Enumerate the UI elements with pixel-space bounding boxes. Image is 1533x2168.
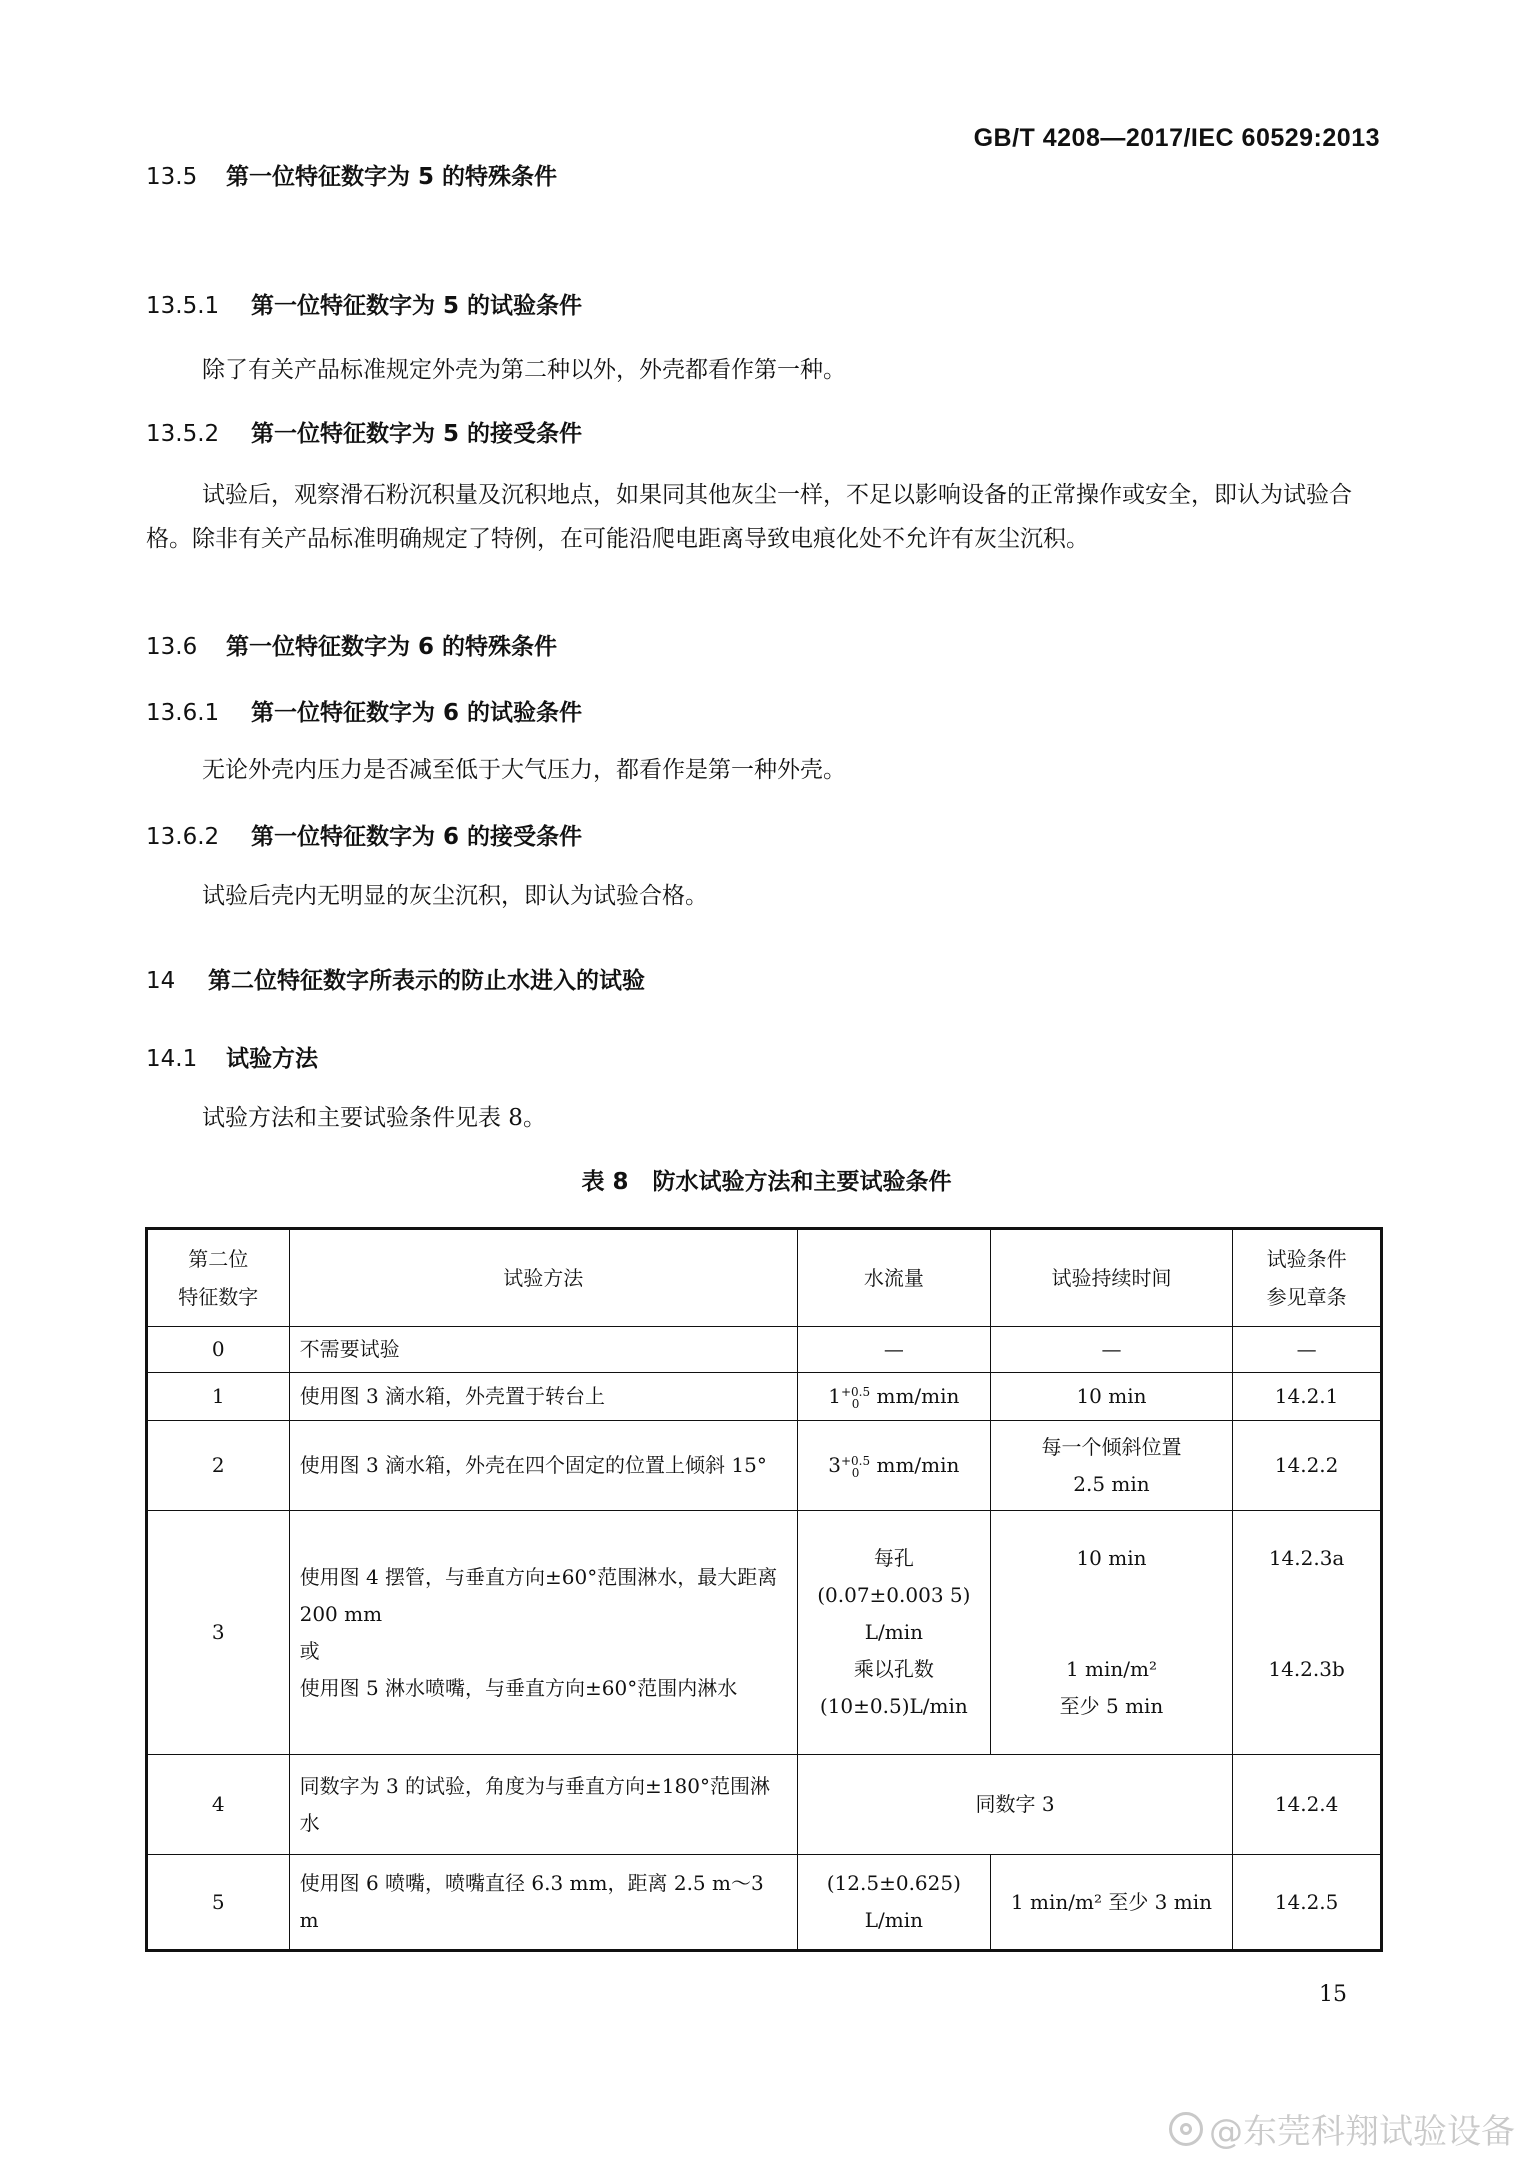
duration-line: 每一个倾斜位置 [1041, 1434, 1182, 1459]
section-number: 13.5.1 [146, 293, 220, 319]
table-row [147, 1327, 1382, 1373]
section-title: 第二位特征数字所表示的防止水进入的试验 [208, 968, 645, 994]
cell-flow [797, 1855, 990, 1951]
cell-duration [990, 1421, 1232, 1511]
cell-duration: 1 min/m² 至少 3 min [990, 1855, 1232, 1951]
cell-reference: 14.2.2 [1233, 1421, 1382, 1511]
reference-line: 14.2.3a [1268, 1546, 1345, 1570]
table-row [147, 1373, 1382, 1421]
method-line: 使用图 4 摆管，与垂直方向±60°范围淋水，最大距离 200 mm [299, 1564, 778, 1626]
section-heading-13-6-1 [146, 694, 582, 727]
section-title: 第一位特征数字为 5 的特殊条件 [226, 164, 558, 190]
table-8 [145, 1227, 1383, 1952]
flow-tolerance [841, 1386, 870, 1410]
section-heading-13-6-2 [146, 818, 582, 851]
section-title: 第一位特征数字为 5 的试验条件 [251, 293, 583, 319]
cell-digit: 4 [147, 1755, 290, 1855]
cell-digit: 3 [147, 1511, 290, 1755]
section-number: 13.5.2 [146, 421, 220, 447]
cell-reference: 14.2.1 [1233, 1373, 1382, 1421]
cell-reference: — [1233, 1327, 1382, 1373]
table-caption: 表 8 防水试验方法和主要试验条件 [581, 1169, 952, 1195]
table-row [147, 1511, 1382, 1755]
paragraph-13-5-2: 试验后，观察滑石粉沉积量及沉积地点，如果同其他灰尘一样，不足以影响设备的正常操作或安全，即认为试验合格。除非有关产品标准明确规定了特例，在可能沿爬电距离导致电痕化处不允许有灰尘沉积。 [146, 482, 1352, 552]
section-number: 13.6.2 [146, 824, 220, 850]
header-text: 试验条件 [1266, 1247, 1347, 1271]
header-digit [147, 1229, 290, 1327]
flow-base: 3 [828, 1453, 841, 1477]
paragraph-14-1: 试验方法和主要试验条件见表 8。 [202, 1105, 546, 1131]
duration-line: 2.5 min [1073, 1471, 1150, 1496]
section-number: 13.5 [146, 164, 198, 190]
section-number: 13.6.1 [146, 700, 220, 726]
header-method: 试验方法 [289, 1229, 797, 1327]
duration-line: 至少 5 min [1059, 1694, 1164, 1718]
page-number: 15 [1319, 1982, 1347, 2007]
flow-line: (0.07±0.003 5) [817, 1583, 971, 1607]
section-heading-13-5 [146, 158, 557, 191]
section-title: 第一位特征数字为 6 的试验条件 [251, 700, 583, 726]
section-heading-14 [146, 962, 645, 995]
method-line: 或 [299, 1638, 320, 1663]
tolerance-upper: +0.5 [840, 1384, 871, 1399]
cell-digit: 2 [147, 1421, 290, 1511]
cell-digit: 0 [147, 1327, 290, 1373]
cell-duration: 10 min [990, 1373, 1232, 1421]
section-number: 13.6 [146, 634, 198, 660]
section-number: 14.1 [146, 1046, 198, 1072]
section-title: 第一位特征数字为 6 的特殊条件 [226, 634, 558, 660]
watermark [1169, 2104, 1515, 2153]
cell-digit: 1 [147, 1373, 290, 1421]
cell-method: 同数字为 3 的试验，角度为与垂直方向±180°范围淋水 [289, 1755, 797, 1855]
tolerance-upper: +0.5 [840, 1453, 871, 1468]
section-title: 第一位特征数字为 6 的接受条件 [251, 824, 583, 850]
cell-method: 使用图 6 喷嘴，喷嘴直径 6.3 mm，距离 2.5 m～3 m [289, 1855, 797, 1951]
flow-base: 1 [828, 1384, 841, 1408]
section-heading-13-5-2 [146, 415, 582, 448]
header-duration: 试验持续时间 [990, 1229, 1232, 1327]
header-text: 第二位 [188, 1247, 249, 1271]
cell-reference: 14.2.5 [1233, 1855, 1382, 1951]
cell-flow [797, 1511, 990, 1755]
table-row [147, 1755, 1382, 1855]
reference-line: 14.2.3b [1268, 1657, 1345, 1681]
cell-method: 不需要试验 [289, 1327, 797, 1373]
duration-line: 10 min [1076, 1546, 1147, 1570]
header-text: 特征数字 [178, 1285, 259, 1309]
cell-method: 使用图 3 滴水箱，外壳在四个固定的位置上倾斜 15° [289, 1421, 797, 1511]
section-heading-13-6 [146, 628, 557, 661]
cell-flow [797, 1421, 990, 1511]
watermark-text: @东莞科翔试验设备 [1209, 2112, 1515, 2152]
section-title: 试验方法 [226, 1046, 318, 1072]
section-heading-13-5-1 [146, 287, 582, 320]
cell-reference [1233, 1511, 1382, 1755]
table-row [147, 1855, 1382, 1951]
header-flow: 水流量 [797, 1229, 990, 1327]
flow-line: 每孔 [873, 1546, 914, 1570]
tolerance-lower: 0 [851, 1465, 860, 1480]
flow-line: 乘以孔数 [853, 1657, 934, 1681]
cell-duration [990, 1511, 1232, 1755]
flow-unit: mm/min [870, 1384, 960, 1408]
flow-line: (10±0.5)L/min [819, 1694, 968, 1718]
paragraph-13-6-2: 试验后壳内无明显的灰尘沉积，即认为试验合格。 [202, 883, 708, 909]
table-row [147, 1421, 1382, 1511]
cell-method: 使用图 3 滴水箱，外壳置于转台上 [289, 1373, 797, 1421]
table-header-row [147, 1229, 1382, 1327]
tolerance-lower: 0 [851, 1396, 860, 1411]
flow-line: (12.5±0.625) [826, 1871, 961, 1895]
section-number: 14 [146, 968, 176, 994]
cell-reference: 14.2.4 [1233, 1755, 1382, 1855]
watermark-logo-icon [1169, 2112, 1203, 2146]
section-title: 第一位特征数字为 5 的接受条件 [251, 421, 583, 447]
duration-line: 1 min/m² [1065, 1657, 1157, 1681]
standard-number: GB/T 4208—2017/IEC 60529:2013 [973, 124, 1380, 152]
header-text: 参见章条 [1266, 1285, 1347, 1309]
cell-duration: — [990, 1327, 1232, 1373]
flow-unit: mm/min [870, 1453, 960, 1477]
method-line: 使用图 5 淋水喷嘴，与垂直方向±60°范围内淋水 [299, 1675, 738, 1700]
cell-flow: — [797, 1327, 990, 1373]
cell-digit: 5 [147, 1855, 290, 1951]
header-reference [1233, 1229, 1382, 1327]
flow-tolerance [841, 1455, 870, 1479]
cell-flow [797, 1373, 990, 1421]
cell-method [289, 1511, 797, 1755]
flow-line: L/min [864, 1908, 923, 1932]
paragraph-13-5-1: 除了有关产品标准规定外壳为第二种以外，外壳都看作第一种。 [202, 357, 846, 383]
cell-flow-duration: 同数字 3 [797, 1755, 1232, 1855]
section-heading-14-1 [146, 1040, 318, 1073]
paragraph-13-6-1: 无论外壳内压力是否减至低于大气压力，都看作是第一种外壳。 [202, 757, 846, 783]
flow-line: L/min [864, 1620, 923, 1644]
